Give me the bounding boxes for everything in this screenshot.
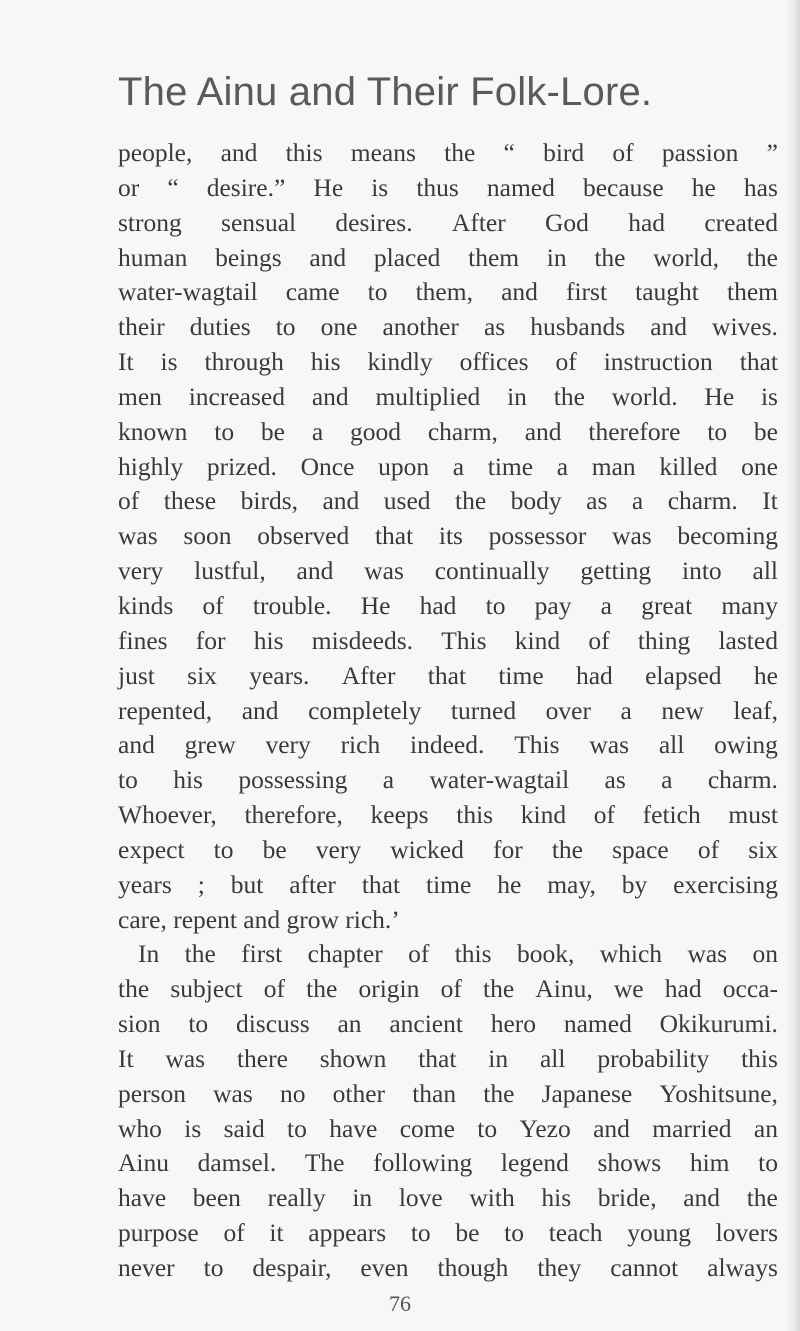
page-edge-shadow: [786, 0, 800, 1331]
text-line: of these birds, and used the body as a charm. It: [118, 486, 778, 516]
text-line: Ainu damsel. The following legend shows him to: [118, 1148, 778, 1178]
text-line: fines for his misdeeds. This kind of thing lasted: [118, 625, 778, 655]
text-line: very lustful, and was continually getting into all: [118, 556, 778, 586]
text-line: the subject of the origin of the Ainu, we had occa-: [118, 974, 778, 1004]
text-line: human beings and placed them in the world, the: [118, 242, 778, 272]
text-line: who is said to have come to Yezo and married an: [118, 1113, 778, 1143]
text-line: care, repent and grow rich.’: [118, 904, 400, 934]
text-line: never to despair, even though they cannot always: [118, 1253, 778, 1282]
text-line: men increased and multiplied in the world. He is: [118, 381, 778, 411]
text-line: person was no other than the Japanese Yoshitsune,: [118, 1078, 778, 1108]
text-line: to his possessing a water-wagtail as a charm.: [118, 765, 778, 795]
text-line: and grew very rich indeed. This was all owing: [118, 730, 778, 760]
text-line: their duties to one another as husbands and wives.: [118, 312, 778, 342]
text-line: It was there shown that in all probability this: [118, 1043, 778, 1073]
text-line: kinds of trouble. He had to pay a great many: [118, 590, 778, 620]
text-line: or “ desire.” He is thus named because he has: [118, 172, 778, 202]
text-line: In the first chapter of this book, which was on: [138, 939, 778, 969]
text-line: purpose of it appears to be to teach young lovers: [118, 1218, 778, 1248]
text-line: years ; but after that time he may, by exercising: [118, 869, 778, 899]
text-line: highly prized. Once upon a time a man killed one: [118, 451, 778, 481]
text-line: was soon observed that its possessor was becoming: [118, 521, 778, 551]
text-line: repented, and completely turned over a new leaf,: [118, 695, 778, 725]
body-text: [118, 136, 778, 1286]
text-line: It is through his kindly offices of instruction that: [118, 347, 778, 377]
text-line: known to be a good charm, and therefore to be: [118, 416, 778, 446]
text-line: sion to discuss an ancient hero named Okikurumi.: [118, 1009, 778, 1039]
text-line: expect to be very wicked for the space of six: [118, 834, 778, 864]
page-number: 76: [389, 1291, 411, 1316]
text-line: water-wagtail came to them, and first taught them: [118, 277, 778, 307]
text-line: just six years. After that time had elapsed he: [118, 660, 778, 690]
running-head: The Ainu and Their Folk-Lore.: [118, 70, 653, 114]
text-line: strong sensual desires. After God had created: [118, 207, 778, 237]
text-line: Whoever, therefore, keeps this kind of fetich must: [118, 800, 778, 830]
text-line: have been really in love with his bride, and the: [118, 1183, 778, 1213]
text-line: people, and this means the “ bird of passion ”: [118, 138, 778, 167]
